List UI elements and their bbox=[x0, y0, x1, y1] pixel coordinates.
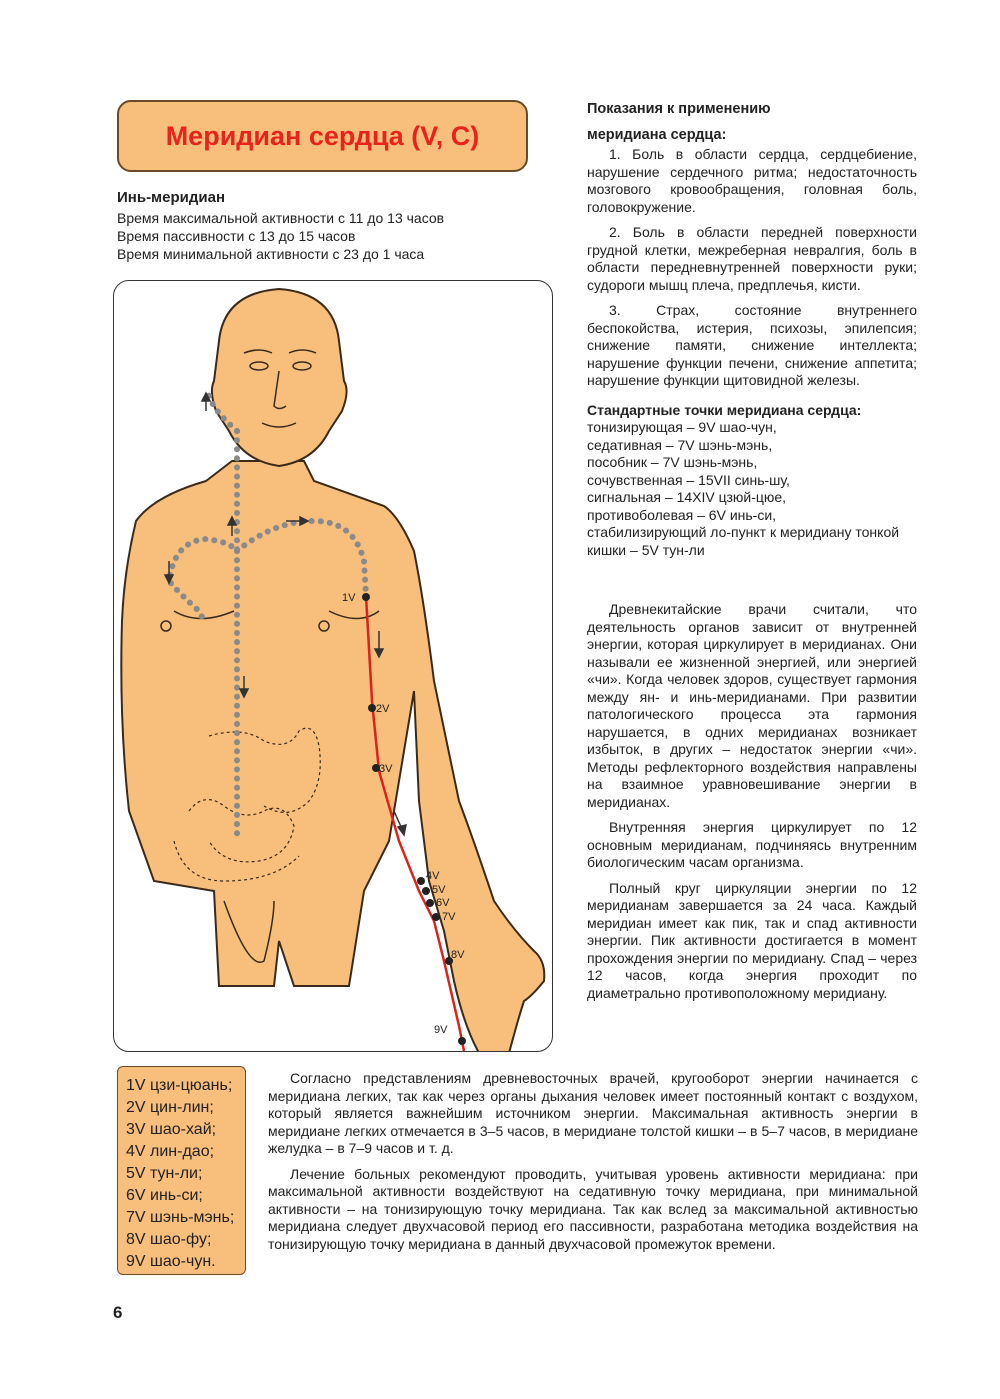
legend-item: 5V тун-ли; bbox=[126, 1165, 203, 1182]
body-figure bbox=[114, 281, 553, 1052]
list-item: сигнальная – 14XIV цзюй-цюе, bbox=[587, 489, 787, 505]
legend-item: 6V инь-си; bbox=[126, 1187, 203, 1204]
indication-item: 1. Боль в области сердца, сердцебиение, нарушение сердечного ритма; недостаточность мозгового кровообращения, головная боль, головокружение. bbox=[587, 146, 917, 215]
point-label-3V: 3V bbox=[379, 763, 393, 775]
legend-item: 8V шао-фу; bbox=[126, 1231, 212, 1248]
point-label-1V: 1V bbox=[342, 592, 356, 604]
legend-item: 4V лин-дао; bbox=[126, 1143, 215, 1160]
point-label-9V: 9V bbox=[434, 1024, 448, 1036]
page-number: 6 bbox=[113, 1303, 123, 1322]
activity-max: Время максимальной активности с 11 до 13 часов bbox=[117, 210, 445, 226]
paragraph: Лечение больных рекомендуют проводить, учитывая уровень активности меридиана: при максимальной активности воздействуют на седативную точку меридиана, при минимальной активности – на тонизирующую точку меридиана. Так как вслед за максимальной активностью меридиана следует двухчасовой период его пассивности, разработана методика воздействия на тонизирующую точку меридиана в данный двухчасовой промежуток времени. bbox=[268, 1165, 918, 1252]
standard-points-heading: Стандартные точки меридиана сердца: bbox=[587, 401, 862, 418]
explanation-section bbox=[587, 601, 917, 1010]
paragraph: Полный круг циркуляции энергии по 12 меридианам завершается за 24 часа. Каждый меридиан имеет как пик, так и спад активности энергии. Пик активности достигается в момент прохождения энергии по меридиану. Спад – через 12 часов, когда энергия проходит по диаметрально противоположному меридиану. bbox=[587, 879, 917, 1001]
title-box bbox=[117, 100, 528, 172]
list-item: противоболевая – 6V инь-си, bbox=[587, 506, 777, 523]
paragraph: Согласно представлениям древневосточных врачей, кругооборот энергии начинается с меридиана легких, так как через органы дыхания человек имеет постоянный контакт с воздухом, который является важнейшим источником энергии. Максимальная активность энергии в меридиане легких отмечается в 3–5 часов, в меридиане толстой кишки – в 5–7 часов, в меридиане желудка – в 7–9 часов и т. д. bbox=[268, 1070, 918, 1156]
indication-item: 2. Боль в области передней поверхности грудной клетки, межреберная невралгия, боль в области передневнутренней поверхности руки; судороги мышц плеча, предплечья, кисти. bbox=[587, 224, 917, 293]
indications-section bbox=[587, 100, 917, 559]
body-illustration bbox=[113, 280, 553, 1052]
meridian-info bbox=[117, 189, 444, 263]
activity-min: Время минимальной активности с 23 до 1 часа bbox=[117, 246, 425, 262]
indication-item: 3. Страх, состояние внутреннего беспокойства, истерия, психозы, эпилепсия; снижение памяти, снижение интеллекта; нарушение функции печени, снижение аппетита; нарушение функции щитовидной железы. bbox=[587, 302, 917, 388]
legend-item: 9V шао-чун. bbox=[126, 1253, 216, 1270]
point-label-4V: 4V bbox=[426, 870, 440, 882]
body-silhouette bbox=[121, 289, 544, 1052]
list-item: стабилизирующий ло-пункт к меридиану тонкой кишки – 5V тун-ли bbox=[587, 524, 900, 558]
list-item: пособник – 7V шэнь-мэнь, bbox=[587, 454, 758, 470]
point-label-2V: 2V bbox=[376, 703, 390, 715]
point-label-7V: 7V bbox=[442, 911, 456, 923]
legend-item: 2V цин-лин; bbox=[126, 1099, 214, 1116]
point-legend bbox=[117, 1066, 246, 1275]
point-label-8V: 8V bbox=[451, 949, 465, 961]
paragraph: Древнекитайские врачи считали, что деятельность органов зависит от внутренней энергии, которая циркулирует в меридианах. Они называли ее жизненной энергией, или энергией «чи». Когда человек здоров, существует гармония между ян- и инь-меридианами. При развитии патологического процесса эта гармония нарушается, в одних меридианах возникает избыток, в других – недостаток энергии «чи». Методы рефлекторного воздействия направлены на взаимное уравновешивание энергии в меридианах. bbox=[587, 601, 917, 810]
point-label-5V: 5V bbox=[432, 884, 446, 896]
legend-item: 1V цзи-цюань; bbox=[126, 1077, 233, 1094]
paragraph: Внутренняя энергия циркулирует по 12 основным меридианам, подчиняясь внутренним биологическим часам организма. bbox=[587, 819, 917, 870]
bottom-text bbox=[268, 1070, 918, 1261]
legend-item: 7V шэнь-мэнь; bbox=[126, 1209, 235, 1226]
indications-heading-2: меридиана сердца: bbox=[587, 127, 727, 143]
page-title: Меридиан сердца (V, C) bbox=[165, 120, 480, 151]
meridian-type: Инь-меридиан bbox=[117, 189, 226, 206]
activity-passive: Время пассивности с 13 до 15 часов bbox=[117, 228, 356, 244]
point-label-6V: 6V bbox=[436, 897, 450, 909]
list-item: тонизирующая – 9V шао-чун, bbox=[587, 419, 777, 435]
standard-points-list bbox=[587, 419, 917, 559]
list-item: седативная – 7V шэнь-мэнь, bbox=[587, 436, 773, 453]
list-item: сочувственная – 15VII синь-шу, bbox=[587, 471, 790, 488]
indications-heading-1: Показания к применению bbox=[587, 101, 771, 117]
legend-item: 3V шао-хай; bbox=[126, 1121, 217, 1138]
